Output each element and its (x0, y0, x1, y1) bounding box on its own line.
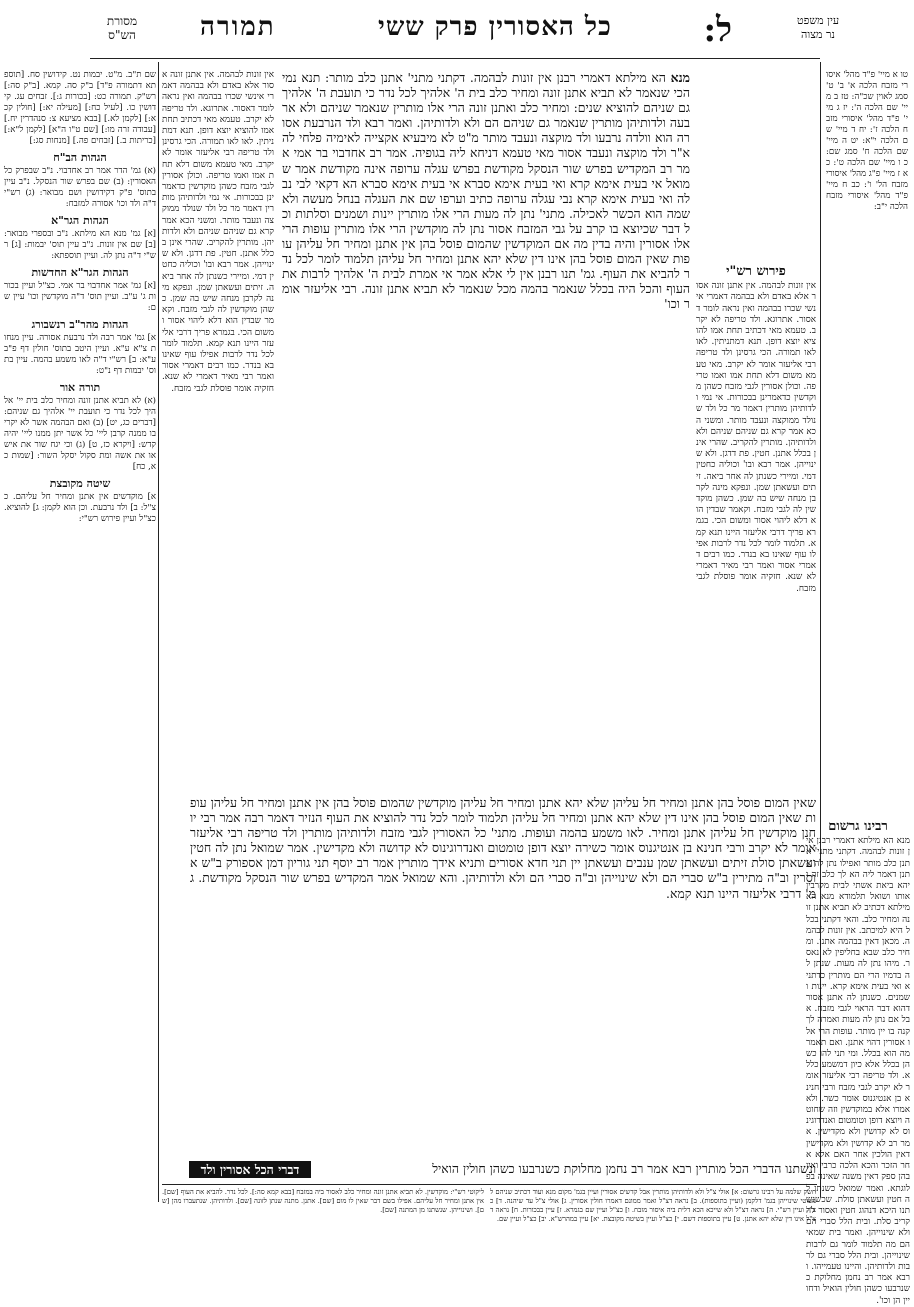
ein-mishpat-column (826, 70, 908, 280)
hagahot-gra-new-title: הגהות הגר"א החדשות (31, 266, 129, 279)
torah-ohr-text: (א) לא תביא אתנן זונה ומחיר כלב בית יי' אלהיך לכל נדר כי תועבת יי' אלהיך גם שניהם: [דברים כג, יט] (ב) ואם הבהמה אשר לא יקריבו ממנה קרבן ליי' כל אשר יתן ממנו ליי' יהיה קדש: [ויקרא כז, ט] (ג) וכי יגח שור את איש או את אשה ומת סקול יסקל השור: [שמות כא, כח] (4, 396, 156, 472)
opening-word: מנא (670, 70, 690, 85)
hagahot-gra-text: [א] גמ' מנא הא מילתא. נ"ב ובספרי מבואר: [ב] שם אין זונות. נ"ב עיין תוס' יבמות: [ג] רש"י ד"ה נתן לה. ועיין תוספתא: (4, 229, 156, 261)
gemara-text-2: שאין המום פוסל בהן אתנן ומחיר חל עליהן שלא יהא אתנן ומחיר חל עליהן מוקדשין שהמום פוסל בהן אין אתנן ומחיר חל עליהן עופות שאין המום פוסל בהן אינו דין שלא יהא אתנן ומחיר חל עליהן תלמוד לומר לכל נדר להוציא את העוף הנזיר דאמר רבה אמר רבי יוחנן מוקדשין חל עליהן אתנן ומחיר. לאו משמע בהמה ועופות. מתני' כל האסורין לגבי מזבח ולדותיהן מותרין ולד טריפה רבי אליעזר אומר לא יקרב ורבי חנינא בן אנטיגנוס אומר כשירה יוצא דופן טומטום ואנדרוגינוס לא קדושה ולא מקדישין. אמר שמואל נתן לה חטין ועשאתן סולת זיתים ועשאתן שמן ענבים ועשאתן יין תני חדא אסורים ותניא אידך מותרין אמר רב יוסף תני גוריון דמן אספורק ב"ש אוסרין וב"ה מתירין ב"ש סברי הם ולא שינוייהן וב"ה סברי הם ולא ולדותיהן. והא שמואל אמר המקדיש בפרש שור הנסקל מקודשת. גמ' דרבי אליעזר היינו תנא קמא. (190, 795, 816, 901)
hagahot-maharatz-title: הגהות מהר"ב רנשבורג (31, 318, 129, 331)
rabbeinu-gershom-column (806, 815, 910, 1306)
tractate-title: תמורה (200, 12, 276, 42)
hagahot-bach-title: הגהות הב"ח (53, 151, 107, 164)
rashi-title: פירוש רש"י (726, 264, 786, 279)
hagahot-maharatz-text: א] גמ' אמר רבה ולד נרבעת אסורה. עיין מנחות צ"א ע"א. ועיין היטב בתוס' חולין דף פ"ב ע"א: ב] רש"י ד"ה לאו משמע בהמה. עיין בתוס' יבמות דף נ"ט: (4, 333, 156, 376)
highlighted-phrase: דברי הכל אסורין ולד (189, 1161, 311, 1178)
shita-text: א] מוקדשים אין אתנן ומחיר חל עליהם. כצ"ל: ב] ולד נרבעת. וכן הוא לקמן: ג] להוציא. כצ"ל ועיין פירוש רש"י: (4, 492, 156, 524)
ein-mishpat-heading: עין משפט נר מצוה (796, 14, 840, 41)
folio-number: ל: (703, 10, 732, 50)
rabbeinu-gershom-title: רבינו גרשום (828, 819, 888, 834)
hagahot-gra-title: הגהות הגר"א (51, 214, 109, 227)
shita-title: שיטה מקובצת (49, 477, 111, 490)
footer-rule (162, 1184, 817, 1185)
footer-notes-text-2: ליקוטי רש"י: מוקדשין. לא תביא אתנן זונה ומחיר כלב לאסור ביה במזבח [בבא קמא סה:]. לכל נדר. להביא את העוף [שם]. אין אתנן ומחיר חל עליהם. אפילו בשם דבר שאין לו מום [שם]. אתנן. מתנה שנתן לזונה [שם]. ולדותיהן. שנתעברו מהן [שם]. ושינוייהן. שנשתנו מן המתנה [שם]. (162, 1188, 484, 1214)
page-header (0, 0, 914, 60)
chapter-title: כל האסורין פרק ששי (378, 12, 612, 42)
top-rule (90, 58, 820, 59)
hagahot-bach-text: (א) גמ' הדר אמר רב אחדבוי. נ"ב שבפרק כל האסורין: (ב) שם בפרש שור הנסקל. נ"ב עיין בתוס' פ"ק דקידושין ושם מבואר: (ג) רש"י ד"ה ולד וכו' אסורה למזבח: (4, 166, 156, 209)
gemara-text: הא מילתא דאמרי רבנן אין זונות לבהמה. דקתני מתני' אתנן כלב מותר: תנא נמי הכי שנאמר לא תביא אתנן זונה ומחיר כלב בית ה' אלהיך לכל נדר כי תועבת ה' אלהיך גם שניהם להוציא שנים: ומחיר כלב ואתנן זונה הרי אלו מותרין שנאמר שניהם ולא ארבעה ולדותיהן מותרין שנאמר גם שניהם הם ולא ולדותיהן. ואמר רבא ולד הנרבעת אסורה הוא וולדה נרבעו ולד מוקצה ונעבד מותר מ"ט לא מיבעיא אקצייה לאימיה פלחי לה א"ר ולד מוקצה ונעבד אסור מאי טעמא דניחא ליה בגופיה. אמר רב אחדבוי בר אמי אמר רב המקדיש בפרש שור הנסקל מקודשת בפרש עגלה ערופה אינה מקודשת אמר שמואל אי בעית אימא קרא ואי בעית אימא סברא אי בעית אימא סברא הא דקאי לבי נבלה ואי בעית אימא קרא נבי עגלה ערופה כתיב וערפו שם את העגלה בנחל מעשה ולא שמה הוא הכשר לאכילה. מתני' נתן לה מעות הרי אלו מותרין יינות ושמנים וסלתות וכל דבר שכיוצא בו קרב על גבי המזבח אסור נתן לה מוקדשין הרי אלו מותרין עופות הרי אלו אסורין והיה בדין מה אם המוקדשין שהמום פוסל בהן אין אתנן ומחיר חל עליהן עופות שאין המום פוסל בהן אינו דין שלא יהא אתנן ומחיר חל עליהן תלמוד לומר לכל נדר להביא את העוף. גמ' תנו רבנן אין לי אלא אמר אי אמרת לבית ה' אלהיך לרבות את העוף והכל היה בכלל שנאמר בהמה מכל שנאמר לא תביא אתנן זונה. רבי אליעזר אומר וכו' (282, 70, 690, 312)
gemara-main-block (282, 70, 690, 785)
tosafot-text: אין זונות לבהמה. אין אתנן זונה אסור אלא באדם ולא בבהמה דאמרי אינשי שכרו בבהמה ואין נראה לומר דאסור. אתרוגא. ולד טריפה לא יקרב. טעמא מאי דכתיב תחת אמו להוציא יוצא דופן. תנא דמתניתין. לאו לאו תמורה. הכי גרסינן ולד טריפה רבי אליעזר אומר לא יקרב. מאי טעמא משום דלא תחת אמו ואמו טריפה. וכולן אסורין לגבי מזבח כשהן מוקדשין כדאמרינן בבכורות. אי נמי ולדותיהן מותרין דאמר מר כל ולד שנולד ממוקצה ונעבד מותר. ומשני הכא אמר קרא גם שניהם שניהם ולא ולדותיהן. מותרין להקריב. שהרי אינן בכלל אתנן. חטין. פת דדגן. ולא שינוייהן. אמר רבא ובו' וכוליה כחטין דמי. ומיירי כשנתן לה אחר ביאה. זיתים ועשאתן שמן. ונפקא מינה לקרבן מנחה שיש בה שמן. כשהן מוקדשין לה לגבי מזבח. וקאמר שבדין הוא דלא ליהוי אסור ומשום הכי. בגמרא פריך דרבי אליעזר היינו תנא קמא. תלמוד לומר לכל נדר לרבות אפילו עוף שאינו בא בנדר. כמו רבים דאמרי אסור ואמר רבי מאיר דאמרי לא שנא. חזקיה אומר פוסלת לגבי מזבח. (162, 70, 274, 394)
hagahot-gra-new-text: [א] גמ' אמר אחדבוי בר אמי. כצ"ל ועיין בכורות ג' ע"ב. ועיין תוס' ד"ה מוקדשין וכו' עיין שם: (4, 281, 156, 313)
footer-notes-right (490, 1188, 816, 1223)
footer-notes-left (162, 1188, 484, 1212)
rabbeinu-gershom-text: מנא הא מילתא דאמרי רבנן אין זונות לבהמה. דקתני מתני' אתנן כלב מותר ואפילו נתן לה אתנן דאמר ליה הא לך כלב זה ויהא ביאת אשתי לבית מקרבין אותו ושואל תלמודא מנא הא מילתא דכתיב לא תביא אתנן זונה ומחיר כלב. והאי דקתני בכלל היא למיכתב. אין זונות לבהמה. מכאן דאין בבהמה אתנן. ומחיר כלב שבא בחליפין לא נאסר. מיהו נתן לה מעות. שנתן לה בדמיו הרי הם מותרין כדתניא ואי בעית אימא קרא. יינות ושמנים. כשנתן לה אתנן אסור דהוא דבר הראוי לגבי מזבח. אבל אם נתן לה מעות ואמרה לך קנה בו יין מותר. עופות הרי אלו אסורין דהוי אתנן. ואם תאמר מה הוא בכלל. ומי תני להו כשהן בכלל אלא כיון דמשמע כללא. ולד טריפה רבי אליעזר אומר לא יקרב לגבי מזבח ורבי חנינא בן אנטיגנוס אומר כשר. ולא אמרו אלא במוקדשין וזה שחוטה ויוצא דופן וטומטום ואנדרוגינוס לא קדושין ולא מקדישין. אמר רב לא קדושין ולא מקדישין דאין הולכין אחר האם אלא אחר הזכר והכא הלכה כרבי ואין בהן ספק דאין משנה שאינה בפלוגתא. ואמר שמואל כשנתן לה חטין ועשאתן סולת. שכשנשתנו היכא דנהוג חטין ואסור להקריב סלת. ובית הלל סברי הם ולא שינוייהן. ואמר בית שמאי הם מה תלמוד לומר גם לרבות שינוייהן. ובית הלל סברי גם לרבות ולדותיהן. והיינו טעמייהו. ורבא אמר רב נחמן מחלוקת כשנרבעו כשהן חולין הואיל ודחויין הן וכו'. (806, 836, 910, 1306)
gemara-last-line: ונשתנו הדברי הכל מותרין רבא אמר רב נחמן מחלוקת כשנרבעו כשהן חולין הואיל (432, 1161, 816, 1176)
rashi-text: אין זונות לבהמה. אין אתנן זונה אסור אלא באדם ולא בבהמה דאמרי אינשי שכרו בבהמה ואין נראה לומר דאסור. אתרוגא. ולד טריפה לא יקרב. טעמא מאי דכתיב תחת אמו להוציא יוצא דופן. תנא דמתניתין. לאו לאו תמורה. הכי גרסינן ולד טריפה רבי אליעזר אומר לא יקרב. מאי טעמא משום דלא תחת אמו ואמו טריפה. וכולן אסורין לגבי מזבח כשהן מוקדשין כדאמרינן בבכורות. אי נמי ולדותיהן מותרין דאמר מר כל ולד שנולד ממוקצה ונעבד מותר. ומשני הכא אמר קרא גם שניהם שניהם ולא ולדותיהן. מותרין להקריב. שהרי אינן בכלל אתנן. חטין. פת דדגן. ולא שינוייהן. אמר רבא ובו' וכוליה כחטין דמי. ומיירי כשנתן לה אחר ביאה. זיתים ועשאתן שמן. ונפקא מינה לקרבן מנחה שיש בה שמן. כשהן מוקדשין לה לגבי מזבח. וקאמר שבדין הוא דלא ליהוי אסור ומשום הכי. בגמרא פריך דרבי אליעזר היינו תנא קמא. תלמוד לומר לכל נדר לרבות אפילו עוף שאינו בא בנדר. כמו רבים דאמרי אסור ואמר רבי מאיר דאמרי לא שנא. חזקיה אומר פוסלת לגבי מזבח. (696, 281, 816, 594)
left-margin-column (4, 70, 156, 1205)
gemara-continuation (190, 795, 816, 1160)
torah-ohr-title: תורה אור (59, 381, 101, 394)
ein-mishpat-text: טו א מיי' פ"ד מהל' איסורי מזבח הלכה א' ב' ט' סמג לאוין שכ"ה: טז ב מיי' שם הלכה ה': יז ג מיי' פ"ד מהל' איסורי מזבח הלכה ז': יח ד מיי' שם הלכה י"א: יט ה מיי' שם הלכה ח' סמג שם: כ ו מיי' שם הלכה ט': כא ז מיי' פ"ג מהל' איסורי מזבח הל' ו': כב ח מיי' פ"ד מהל' איסורי מזבח הלכה י"ב: (826, 70, 908, 212)
masoret-heading: מסורת הש"ס (106, 14, 138, 42)
footer-notes-text: חשק שלמה על רבינו גרשום: א] אולי צ"ל ולא ולדותיהן מותרין אבל קדשים אסורין ועיין בגמ' מקום מנא ועוד דכתיב שניהם למעוטי שינוייהן בגמ' דלקמן (ועיין בתוספות). ב] נראה דצ"ל ואמר ממונם דאמרו חולין אסורין. ג] אולי צ"ל עד שיהנה. ד] כצ"ל ועיין רש"י. ה] נראה דצ"ל ולא שייכא הכא דלית ביה איסור מזבח. ו] כצ"ל ועיין שם בגמרא. ז] עיין בבכורות. ח] נראה דצ"ל אינו דין שלא יהא אתנן. ט] עיין בתוספות דשם. י] כצ"ל ועיין בשיטה מקובצת. יא] עיין במהרש"א. יב] כצ"ל ועיין שם. (490, 1188, 816, 1223)
left-column-rule (158, 62, 159, 1202)
masoret-text: שם ת"ב. מ"ט. יבמות נט. קידושין סח. [תוספתא דתמורה פ"ד] ב"ק סה. קמא. [ב"ק סה:] רש"ק. תמורה כט: [בכורות ג:]. זבחים עג. קידושין כו. [לעיל כח:] [מעילה יא:] [חולין קכא:] [לקמן לא.] [בבא מציעא צ: סנהדרין יח.] [עבודה זרה מו:] [שם ט"ו ה"א] [לקמן ל"א:] [כריתות ב.] [זבחים פה.] [מנחות סג:] (4, 70, 156, 146)
